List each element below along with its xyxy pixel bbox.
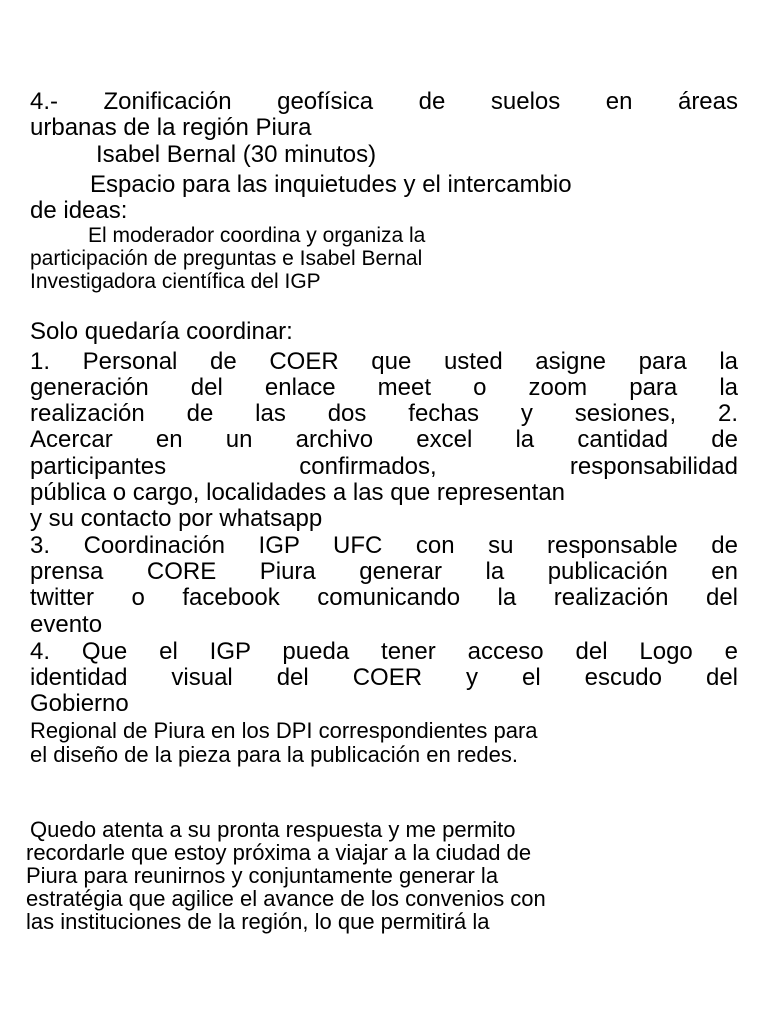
closing-line: las instituciones de la región, lo que permitirá la [26,909,490,934]
coordination-line: pública o cargo, localidades a las que representan [30,479,566,506]
item4-title-line2: urbanas de la región Piura [30,114,312,141]
coordination-line: identidad visual del COER y el escudo del [30,664,738,691]
closing-line: recordarle que estoy próxima a viajar a la ciudad de [26,840,532,865]
coordination-line: participantes confirmados, responsabilidad [30,453,738,480]
coordination-heading: Solo quedaría coordinar: [30,318,293,345]
item4-speaker: Isabel Bernal (30 minutos) [96,141,377,168]
coordination-line: Gobierno [30,690,129,717]
item4-space-line2: de ideas: [30,197,128,224]
item4-moderator-line2: participación de preguntas e Isabel Bernal [30,247,423,270]
coordination-line: Acercar en un archivo excel la cantidad de [30,426,738,453]
coordination-line: twitter o facebook comunicando la realización del [30,584,738,611]
coordination-tail-line2: el diseño de la pieza para la publicación en redes. [30,742,518,767]
coordination-line: realización de las dos fechas y sesiones, 2. [30,400,738,427]
closing-line: estratégia que agilice el avance de los convenios con [26,886,546,911]
item4-moderator-line3: Investigadora científica del IGP [30,270,321,293]
coordination-line: 1. Personal de COER que usted asigne para la [30,348,738,375]
closing-line: Piura para reunirnos y conjuntamente generar la [26,863,499,888]
coordination-line: evento [30,611,103,638]
coordination-tail-line1: Regional de Piura en los DPI correspondientes para [30,718,538,743]
coordination-line: 4. Que el IGP pueda tener acceso del Logo e [30,638,738,665]
item4-space-line1: Espacio para las inquietudes y el intercambio [90,171,572,198]
coordination-line: generación del enlace meet o zoom para la [30,374,738,401]
coordination-line: y su contacto por whatsapp [30,505,323,532]
item4-title-line1: 4.- Zonificación geofísica de suelos en áreas [30,88,738,115]
coordination-line: 3. Coordinación IGP UFC con su responsable de [30,532,738,559]
closing-line: Quedo atenta a su pronta respuesta y me permito [30,817,516,842]
item4-moderator-line1: El moderador coordina y organiza la [88,224,426,247]
coordination-line: prensa CORE Piura generar la publicación en [30,558,738,585]
